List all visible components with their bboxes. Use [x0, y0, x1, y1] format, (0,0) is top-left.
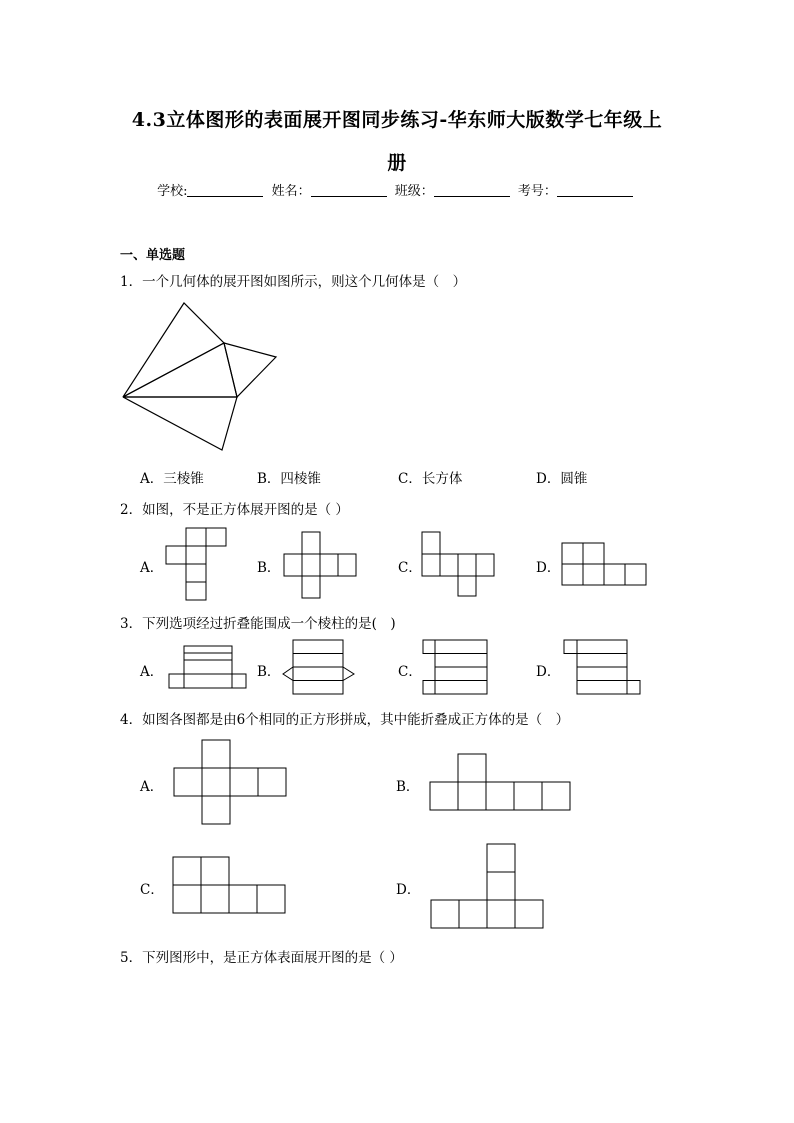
q3-option-a-label[interactable]: A． — [140, 664, 164, 680]
school-blank — [187, 184, 263, 197]
q2-option-d-label[interactable]: D． — [536, 560, 561, 576]
name-blank — [311, 184, 387, 197]
question-3-text: 3．下列选项经过折叠能围成一个棱柱的是( ) — [120, 616, 396, 632]
class-blank — [434, 184, 510, 197]
student-info-line — [0, 180, 794, 199]
q4-option-a-label[interactable]: A． — [140, 779, 164, 795]
q3-option-d-label[interactable]: D． — [536, 664, 561, 680]
question-2-text: 2．如图，不是正方体展开图的是（ ） — [120, 502, 349, 518]
q2-net-c — [422, 532, 496, 596]
question-5-text: 5．下列图形中，是正方体表面展开图的是（ ） — [120, 950, 403, 966]
q1-net-figure — [118, 298, 283, 458]
q2-option-a-label[interactable]: A． — [140, 560, 164, 576]
q4-option-c-label[interactable]: C． — [140, 882, 164, 898]
section-heading: 一、单选题 — [120, 248, 186, 263]
doc-title-line2: 册 — [387, 152, 407, 174]
q4-net-d — [431, 844, 547, 932]
q4-option-d-label[interactable]: D． — [396, 882, 421, 898]
q4-net-a — [174, 740, 290, 826]
q3-net-d — [564, 640, 642, 696]
q1-option-a[interactable]: A．三棱锥 — [140, 471, 204, 487]
question-1-text: 1．一个几何体的展开图如图所示，则这个几何体是（ ） — [120, 274, 467, 290]
q2-net-d — [562, 543, 648, 587]
class-label: 班级： — [394, 184, 434, 199]
q2-option-c-label[interactable]: C． — [398, 560, 422, 576]
q4-net-b — [430, 754, 574, 812]
q4-net-c — [173, 857, 289, 917]
question-4-text: 4．如图各图都是由6个相同的正方形拼成，其中能折叠成正方体的是（ ） — [120, 712, 570, 728]
name-label: 姓名： — [271, 184, 311, 199]
q1-option-d[interactable]: D．圆锥 — [536, 471, 588, 487]
q2-net-b — [284, 532, 358, 598]
q2-net-a — [166, 528, 228, 600]
q4-option-b-label[interactable]: B． — [396, 779, 420, 795]
exam-no-blank — [557, 184, 633, 197]
q3-net-c — [423, 640, 489, 696]
doc-title-line1: 4.3立体图形的表面展开图同步练习-华东师大版数学七年级上 — [131, 109, 663, 131]
q3-option-b-label[interactable]: B． — [257, 664, 281, 680]
q3-option-c-label[interactable]: C． — [398, 664, 422, 680]
q3-net-b — [283, 640, 355, 696]
school-label: 学校: — [157, 184, 188, 199]
q3-net-a — [169, 646, 247, 690]
q1-option-c[interactable]: C．长方体 — [398, 471, 463, 487]
q1-option-b[interactable]: B．四棱锥 — [257, 471, 321, 487]
exam-no-label: 考号： — [517, 184, 557, 199]
q2-option-b-label[interactable]: B． — [257, 560, 281, 576]
